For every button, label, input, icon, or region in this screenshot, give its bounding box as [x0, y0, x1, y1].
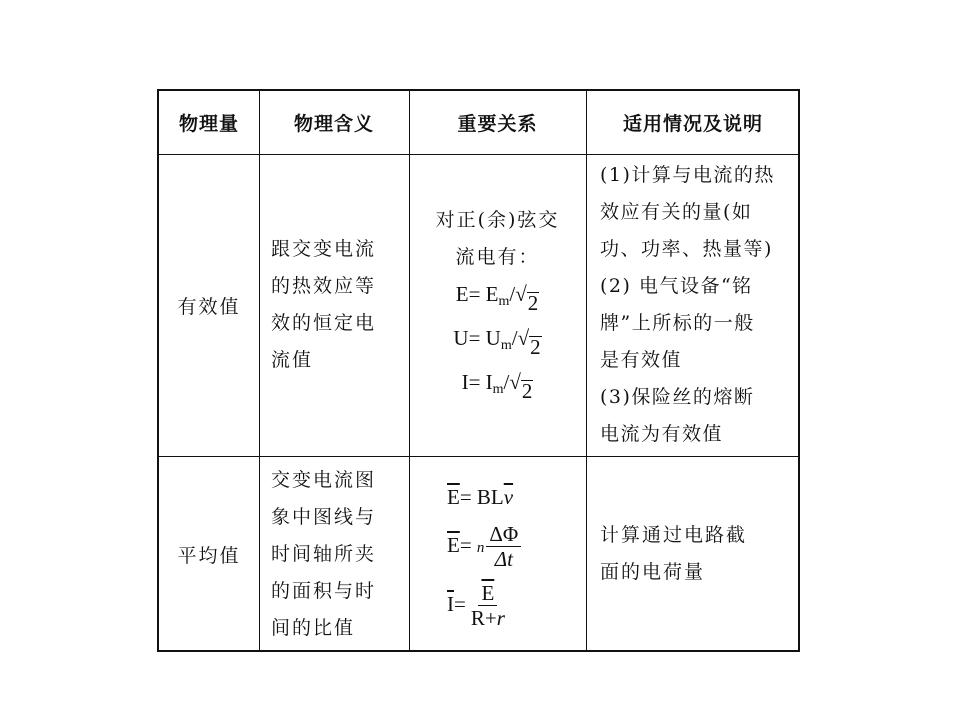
sqrt-symbol: √ 2	[517, 326, 541, 359]
sqrt-radicand: 2	[530, 335, 541, 359]
denominator-plus: +	[484, 606, 497, 631]
formula-subscript: m	[500, 338, 512, 353]
row2-meaning-line: 间的比值	[271, 616, 356, 639]
row2-relation	[409, 456, 586, 652]
row2-meaning-line: 时间轴所夹	[271, 542, 377, 565]
row2-meaning-line: 交变电流图	[271, 468, 377, 491]
row2-quantity: 平均值	[177, 544, 241, 567]
fraction-denominator: Δt	[494, 547, 513, 572]
row1-note-line: (3)保险丝的熔断	[600, 386, 755, 408]
sqrt-radicand: 2	[527, 291, 539, 315]
row1-meaning-line: 流值	[271, 349, 314, 371]
sqrt-symbol: √ 2	[515, 282, 539, 315]
row1-note-line: 是有效值	[600, 349, 683, 371]
formula-lhs: I	[461, 370, 469, 394]
row1-relation-intro: 对正(余)弦交	[435, 209, 560, 231]
fraction	[486, 522, 521, 571]
physics-table	[157, 89, 800, 652]
row1-note-line: 功、功率、热量等)	[600, 238, 773, 260]
formula-rhs: BL	[476, 484, 504, 509]
row1-meaning	[259, 154, 409, 456]
formula-u-effective: $U= U_m/√$ 2	[436, 320, 560, 364]
row2-meaning-line: 象中图线与	[271, 505, 377, 528]
row2-note-line: 面的电荷量	[600, 561, 706, 583]
formula-lhs: $\overline{E}$	[447, 484, 460, 509]
formula-i-effective: $I= I_m/√$ 2	[436, 364, 560, 408]
row2-meaning	[259, 456, 409, 652]
row2-meaning-line: 的面积与时	[271, 579, 377, 602]
header-relation: 重要关系	[457, 113, 538, 135]
fraction-denominator	[468, 606, 508, 630]
formula-e-flux: $\overline{E}= n$ $\frac{\Delta\Phi}{\Delta t}$	[447, 517, 523, 576]
formula-lhs: U	[453, 326, 469, 350]
formula-rhs: I	[485, 370, 493, 394]
row1-quantity: 有效值	[177, 295, 241, 318]
formula-n: n	[476, 539, 485, 556]
row1-relation-intro: 流电有：	[455, 246, 540, 268]
formula-i-average: $\overline{I}=$ $\frac{\overline{E}}{R+r}$	[447, 576, 523, 632]
row1-note-line: (1)计算与电流的热	[600, 164, 775, 186]
row1-note-line: 牌”上所标的一般	[600, 312, 755, 334]
denominator-r-small: r	[496, 606, 505, 631]
formula-subscript: m	[492, 382, 504, 397]
formula-lhs: $\overline{I}$	[447, 591, 454, 616]
formula-rhs: E	[485, 282, 499, 306]
denominator-r-big: R	[470, 606, 485, 631]
header-quantity: 物理量	[178, 113, 239, 135]
row2-note-line: 计算通过电路截	[600, 524, 748, 546]
row1-relation	[409, 154, 586, 456]
formula-velocity: $\overline{v}$	[503, 484, 514, 509]
row1-meaning-line: 跟交变电流	[271, 238, 377, 260]
fraction-numerator: ΔΦ	[486, 522, 521, 547]
row2-notes	[586, 456, 800, 652]
row1-notes	[586, 154, 800, 456]
row1-note-line: 电流为有效值	[600, 423, 724, 445]
formula-lhs: E	[455, 282, 469, 306]
row1-meaning-line: 效的恒定电	[271, 312, 377, 334]
row1-meaning-line: 的热效应等	[271, 275, 377, 297]
fraction	[468, 581, 508, 630]
sqrt-radicand: 2	[521, 379, 533, 403]
formula-rhs: U	[485, 326, 501, 350]
header-notes: 适用情况及说明	[622, 113, 763, 135]
row1-note-line: (2) 电气设备“铭	[600, 275, 753, 297]
formula-e-effective: $E= E_m/√$ 2	[436, 276, 560, 320]
fraction-numerator: $\overline{E}$	[478, 581, 497, 606]
header-meaning: 物理含义	[293, 113, 374, 135]
formula-e-average: $\overline{E}= BL\overline{v}$	[447, 484, 514, 509]
row1-note-line: 效应有关的量(如	[600, 201, 753, 223]
sqrt-symbol: √ 2	[509, 370, 533, 403]
formula-subscript: m	[498, 294, 510, 309]
formula-lhs: $\overline{E}$	[447, 532, 460, 557]
